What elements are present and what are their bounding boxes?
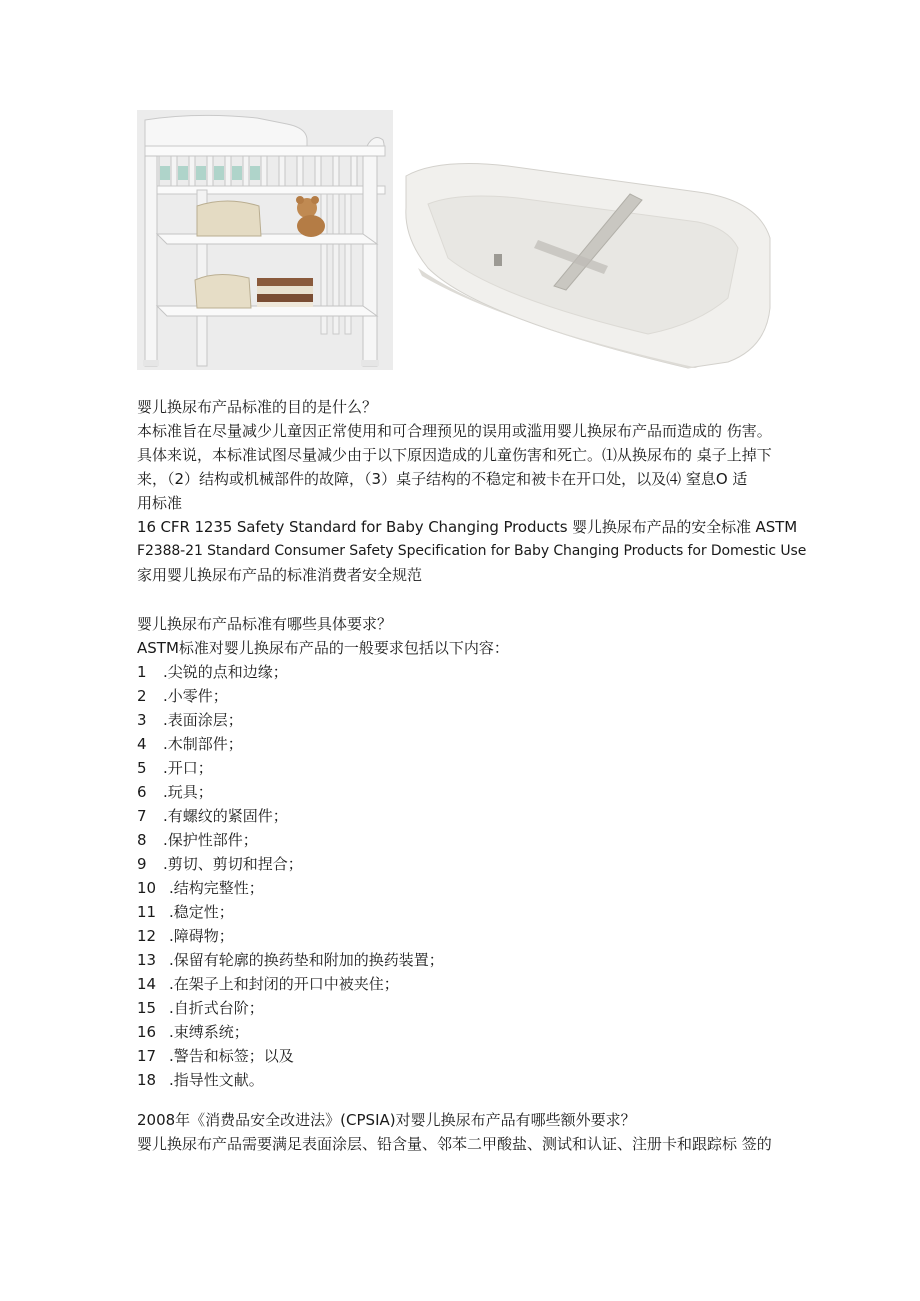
list-item: 6 .玩具； <box>137 783 213 801</box>
section1-line-3: 来，（2）结构或机械部件的故障，（3）桌子结构的不稳定和被卡在开口处，以及⑷ 窒息O 适 <box>137 470 748 488</box>
changing-table-image <box>137 110 393 370</box>
list-item: 10 .结构完整性； <box>137 879 264 897</box>
section1-line-7: 家用婴儿换尿布产品的标准消费者安全规范 <box>137 566 423 584</box>
section1-question: 婴儿换尿布产品标准的目的是什么？ <box>137 398 378 416</box>
list-item: 15 .自折式台阶； <box>137 999 264 1017</box>
list-item: 5 .开口； <box>137 759 213 777</box>
list-item: 17 .警告和标签；以及 <box>137 1047 294 1065</box>
list-item: 8 .保护性部件； <box>137 831 258 849</box>
list-item: 16 .束缚系统； <box>137 1023 249 1041</box>
section1-line-1: 本标准旨在尽量减少儿童因正常使用和可合理预见的误用或滥用婴儿换尿布产品而造成的 伤害。 <box>137 422 772 440</box>
list-item: 13 .保留有轮廓的换药垫和附加的换药装置； <box>137 951 444 969</box>
section1-line-2: 具体来说，本标准试图尽量减少由于以下原因造成的儿童伤害和死亡。⑴从换尿布的 桌子上掉下 <box>137 446 772 464</box>
section3-line: 婴儿换尿布产品需要满足表面涂层、铅含量、邻苯二甲酸盐、测试和认证、注册卡和跟踪标 签的 <box>137 1135 772 1153</box>
list-item: 12 .障碍物； <box>137 927 234 945</box>
list-item: 7 .有螺纹的紧固件； <box>137 807 288 825</box>
section1-line-6: F2388-21 Standard Consumer Safety Specification for Baby Changing Products for Domestic Use <box>137 543 807 559</box>
section1-line-5: 16 CFR 1235 Safety Standard for Baby Changing Products 婴儿换尿布产品的安全标准 ASTM <box>137 518 798 536</box>
list-item: 4 .木制部件； <box>137 735 243 753</box>
list-item: 14 .在架子上和封闭的开口中被夹住； <box>137 975 399 993</box>
section1-line-4: 用标准 <box>137 494 183 512</box>
list-item: 3 .表面涂层； <box>137 711 243 729</box>
list-item: 11 .稳定性； <box>137 903 234 921</box>
changing-pad-image <box>398 148 778 370</box>
list-item: 1 .尖锐的点和边缘； <box>137 663 288 681</box>
list-item: 9 .剪切、剪切和捏合； <box>137 855 303 873</box>
list-item: 18 .指导性文献。 <box>137 1071 264 1089</box>
section3-question: 2008年《消费品安全改进法》(CPSIA)对婴儿换尿布产品有哪些额外要求？ <box>137 1111 636 1129</box>
section2-intro: ASTM标准对婴儿换尿布产品的一般要求包括以下内容： <box>137 639 509 657</box>
list-item: 2 .小零件； <box>137 687 228 705</box>
section2-question: 婴儿换尿布产品标准有哪些具体要求？ <box>137 615 393 633</box>
